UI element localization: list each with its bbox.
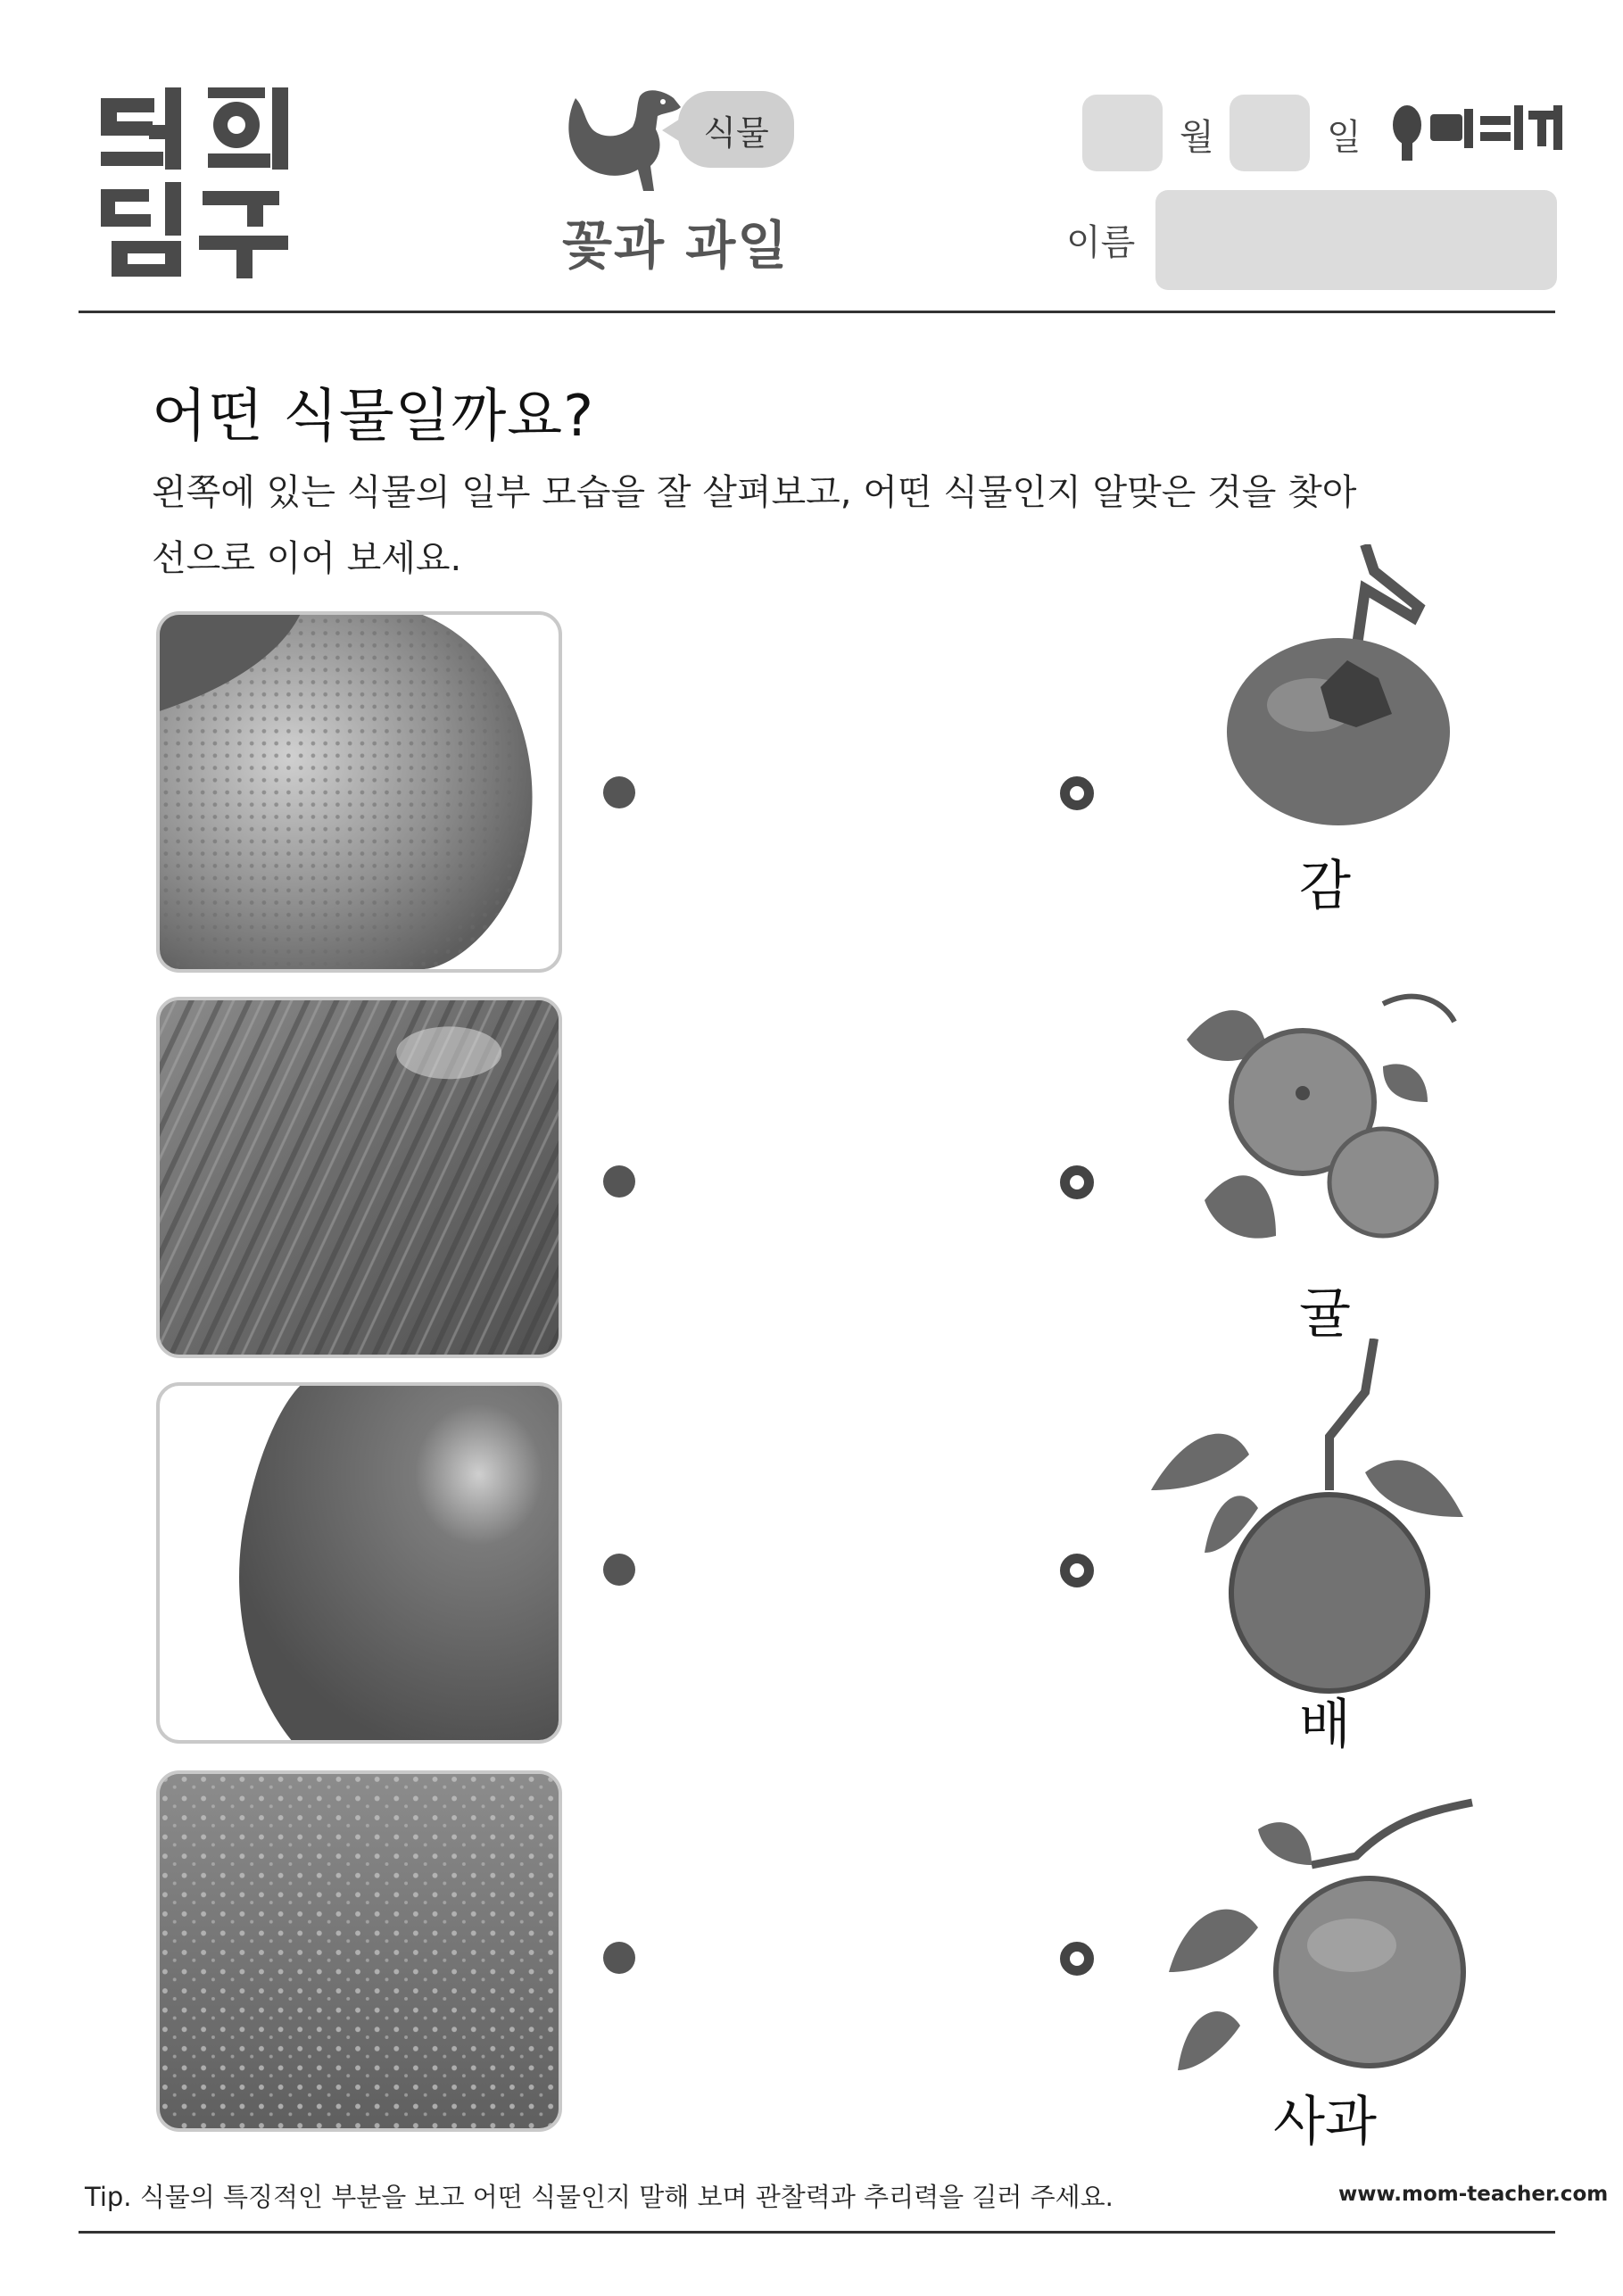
day-label: 일	[1327, 117, 1362, 158]
topic-badge: 식물	[678, 91, 794, 168]
closeup-photo-4	[156, 1770, 562, 2132]
logo-graphic	[94, 82, 294, 283]
match-dot-right-4[interactable]	[1060, 1942, 1094, 1976]
website-link[interactable]: www.mom-teacher.com	[1338, 2183, 1609, 2206]
worksheet-title: 꽃과 과일	[562, 215, 790, 276]
mom-teacher-brand-logo	[1387, 89, 1566, 170]
day-input-box[interactable]	[1230, 95, 1310, 171]
footer-divider	[79, 2231, 1555, 2234]
month-label: 월	[1180, 117, 1214, 158]
match-dot-left-3[interactable]	[603, 1554, 635, 1586]
tangerine-illustration	[1169, 968, 1463, 1272]
closeup-photo-2	[156, 997, 562, 1358]
question-title: 어떤 식물일까요?	[152, 384, 595, 450]
match-dot-left-2[interactable]	[603, 1165, 635, 1198]
fruit-label-1: 감	[1299, 855, 1351, 917]
name-input-box[interactable]	[1155, 190, 1557, 290]
month-input-box[interactable]	[1082, 95, 1163, 171]
name-label: 이름	[1066, 222, 1136, 263]
apple-illustration	[1160, 1794, 1481, 2088]
match-dot-left-4[interactable]	[603, 1942, 635, 1974]
science-exploration-logo	[94, 82, 294, 283]
instruction-line-2: 선으로 이어 보세요.	[152, 538, 462, 579]
match-dot-left-1[interactable]	[603, 776, 635, 808]
closeup-photo-1	[156, 611, 562, 973]
match-dot-right-3[interactable]	[1060, 1554, 1094, 1587]
instruction-line-1: 왼쪽에 있는 식물의 일부 모습을 잘 살펴보고, 어떤 식물인지 알맞은 것을 찾아	[152, 472, 1357, 513]
pear-illustration	[1151, 1339, 1472, 1695]
match-dot-right-1[interactable]	[1060, 776, 1094, 810]
closeup-photo-3	[156, 1382, 562, 1744]
tip-text: Tip. 식물의 특징적인 부분을 보고 어떤 식물인지 말해 보며 관찰력과 추리력을 길러 주세요.	[85, 2182, 1114, 2212]
fruit-label-4: 사과	[1273, 2091, 1377, 2153]
persimmon-illustration	[1213, 544, 1472, 830]
match-dot-right-2[interactable]	[1060, 1165, 1094, 1199]
header-divider	[79, 311, 1555, 313]
fruit-label-2: 귤	[1299, 1283, 1351, 1346]
fruit-label-3: 배	[1299, 1694, 1351, 1756]
